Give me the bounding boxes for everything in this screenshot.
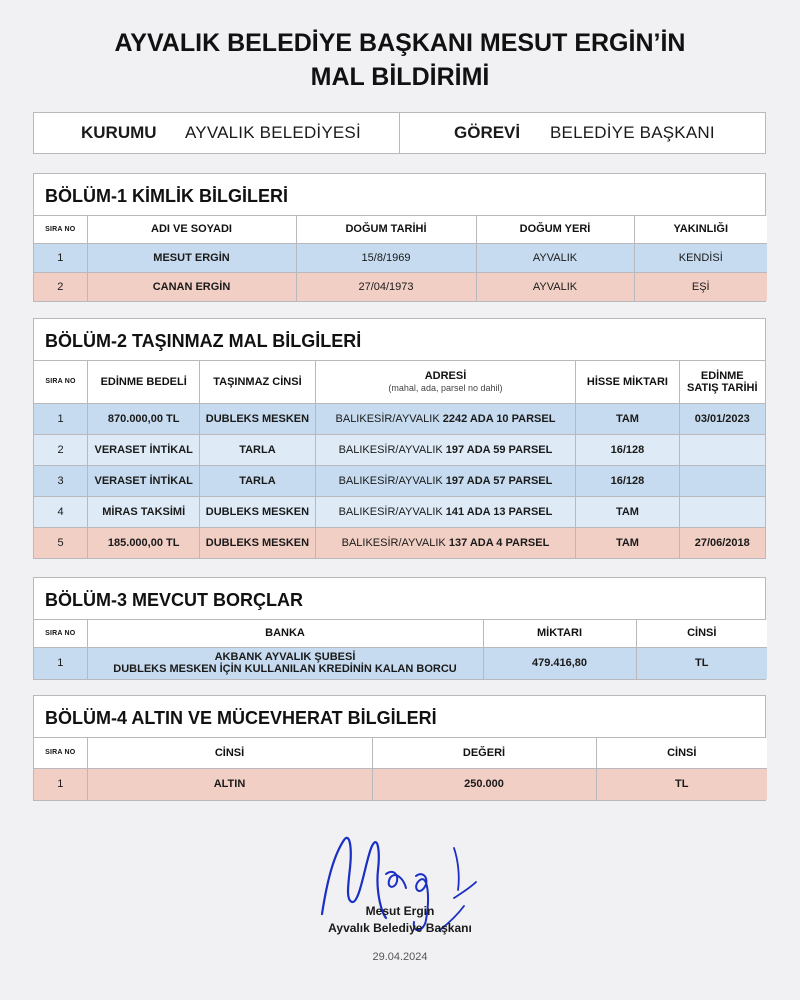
cell-adres <box>315 465 576 496</box>
section-1-title: BÖLÜM-1 KİMLİK BİLGİLERİ <box>34 174 765 216</box>
cell-tarih: 03/01/2023 <box>679 403 765 434</box>
cell-dogum-tarihi: 15/8/1969 <box>296 243 476 272</box>
signatory-name: Mesut Ergin <box>365 904 435 918</box>
banka-line-2: DUBLEKS MESKEN İÇİN KULLANILAN KREDİNİN KALAN BORCU <box>113 663 457 676</box>
cell-banka <box>87 647 483 679</box>
debts-table <box>34 620 767 679</box>
table-row <box>34 496 765 527</box>
adres-parcel: 2242 ADA 10 PARSEL <box>442 412 556 425</box>
section-4-gold-jewelry <box>33 695 766 801</box>
institution-label: KURUMU <box>81 123 157 142</box>
cell-bedel: 870.000,00 TL <box>88 403 200 434</box>
cell-cinsi: TL <box>636 647 767 679</box>
banka-line-1: AKBANK AYVALIK ŞUBESİ <box>214 651 356 664</box>
cell-bedel: VERASET İNTİKAL <box>88 434 200 465</box>
col-header-sira: SIRA NO <box>34 620 87 647</box>
cell-hisse: TAM <box>576 527 679 558</box>
cell-cins: DUBLEKS MESKEN <box>200 496 315 527</box>
adres-city: BALIKESİR/AYVALIK <box>338 474 443 487</box>
signatory-role: Ayvalık Belediye Başkanı <box>328 921 472 935</box>
tarih-header-line-1: EDİNME <box>700 369 744 382</box>
table-header-row <box>34 361 765 403</box>
cell-dogum-yeri: AYVALIK <box>476 243 634 272</box>
table-row <box>34 243 767 272</box>
col-header-dogum-yeri: DOĞUM YERİ <box>476 216 634 243</box>
section-1-identity <box>33 173 766 302</box>
cell-ad: CANAN ERGİN <box>87 272 296 301</box>
adres-parcel: 197 ADA 59 PARSEL <box>445 443 553 456</box>
col-header-cinsi: CİNSİ <box>636 620 767 647</box>
real-estate-table <box>34 361 765 558</box>
col-header-sira: SIRA NO <box>34 216 87 243</box>
tarih-header-line-2: SATIŞ TARİHİ <box>687 381 758 394</box>
cell-yakinlik: EŞİ <box>634 272 767 301</box>
institution-value: AYVALIK BELEDİYESİ <box>185 123 361 142</box>
cell-sira: 4 <box>34 496 88 527</box>
cell-sira: 2 <box>34 272 87 301</box>
page-title-line-2: MAL BİLDİRİMİ <box>310 63 490 91</box>
page-title-line-1: AYVALIK BELEDİYE BAŞKANI MESUT ERGİN’İN <box>114 29 686 57</box>
cell-adres <box>315 496 576 527</box>
page-title <box>0 26 800 94</box>
cell-cins: TARLA <box>200 434 315 465</box>
institution-info-box <box>33 112 766 154</box>
cell-tarih: 27/06/2018 <box>679 527 765 558</box>
table-header-row <box>34 216 767 243</box>
col-header-hisse: HİSSE MİKTARI <box>576 361 679 403</box>
table-row <box>34 403 765 434</box>
identity-table <box>34 216 767 301</box>
col-header-adres <box>315 361 576 403</box>
cell-cinsi-2: TL <box>596 768 767 800</box>
adres-city: BALIKESİR/AYVALIK <box>338 505 443 518</box>
signature-ink <box>300 818 520 938</box>
table-row <box>34 434 765 465</box>
signature-stroke-2 <box>386 872 406 888</box>
cell-tarih <box>679 465 765 496</box>
col-header-cinsi: CİNSİ <box>87 738 372 768</box>
col-header-cins: TAŞINMAZ CİNSİ <box>200 361 315 403</box>
adres-city: BALIKESİR/AYVALIK <box>338 443 443 456</box>
adres-parcel: 197 ADA 57 PARSEL <box>445 474 553 487</box>
table-row <box>34 647 767 679</box>
cell-sira: 1 <box>34 243 87 272</box>
cell-tarih <box>679 496 765 527</box>
cell-hisse: TAM <box>576 403 679 434</box>
adres-city: BALIKESİR/AYVALIK <box>335 412 440 425</box>
cell-sira: 2 <box>34 434 88 465</box>
cell-miktar: 479.416,80 <box>483 647 636 679</box>
col-header-degeri: DEĞERİ <box>372 738 596 768</box>
section-3-title: BÖLÜM-3 MEVCUT BORÇLAR <box>34 578 765 620</box>
cell-adres <box>315 527 576 558</box>
cell-cins: DUBLEKS MESKEN <box>200 403 315 434</box>
signature-date: 29.04.2024 <box>372 951 428 963</box>
col-header-miktar: MİKTARI <box>483 620 636 647</box>
role-field <box>399 113 765 153</box>
table-row <box>34 465 765 496</box>
cell-ad: MESUT ERGİN <box>87 243 296 272</box>
adres-header-sub: (mahal, ada, parsel no dahil) <box>388 383 503 394</box>
col-header-dogum-tarihi: DOĞUM TARİHİ <box>296 216 476 243</box>
section-3-debts <box>33 577 766 680</box>
cell-hisse: 16/128 <box>576 434 679 465</box>
col-header-tarih <box>679 361 765 403</box>
section-4-title: BÖLÜM-4 ALTIN VE MÜCEVHERAT BİLGİLERİ <box>34 696 765 738</box>
cell-adres <box>315 403 576 434</box>
table-row <box>34 527 765 558</box>
col-header-cinsi-2: CİNSİ <box>596 738 767 768</box>
cell-bedel: 185.000,00 TL <box>88 527 200 558</box>
cell-adres <box>315 434 576 465</box>
cell-bedel: VERASET İNTİKAL <box>88 465 200 496</box>
col-header-ad: ADI VE SOYADI <box>87 216 296 243</box>
signature-scribble <box>300 818 520 938</box>
cell-tarih <box>679 434 765 465</box>
adres-city: BALIKESİR/AYVALIK <box>341 536 446 549</box>
gold-table <box>34 738 767 800</box>
role-label: GÖREVİ <box>454 123 521 142</box>
col-header-sira: SIRA NO <box>34 738 87 768</box>
cell-cins: TARLA <box>200 465 315 496</box>
table-row <box>34 768 767 800</box>
cell-yakinlik: KENDİSİ <box>634 243 767 272</box>
cell-sira: 1 <box>34 647 87 679</box>
cell-sira: 3 <box>34 465 88 496</box>
cell-degeri: 250.000 <box>372 768 596 800</box>
cell-dogum-yeri: AYVALIK <box>476 272 634 301</box>
role-value: BELEDİYE BAŞKANI <box>550 123 715 142</box>
section-2-real-estate <box>33 318 766 559</box>
cell-cins: DUBLEKS MESKEN <box>200 527 315 558</box>
cell-bedel: MİRAS TAKSİMİ <box>88 496 200 527</box>
col-header-sira: SIRA NO <box>34 361 88 403</box>
adres-parcel: 137 ADA 4 PARSEL <box>448 536 550 549</box>
col-header-banka: BANKA <box>87 620 483 647</box>
table-header-row <box>34 620 767 647</box>
table-header-row <box>34 738 767 768</box>
col-header-yakinlik: YAKINLIĞI <box>634 216 767 243</box>
col-header-bedel: EDİNME BEDELİ <box>88 361 200 403</box>
cell-cinsi: ALTIN <box>87 768 372 800</box>
adres-header-label: ADRESİ <box>424 370 467 383</box>
table-row <box>34 272 767 301</box>
cell-sira: 5 <box>34 527 88 558</box>
cell-dogum-tarihi: 27/04/1973 <box>296 272 476 301</box>
cell-hisse: 16/128 <box>576 465 679 496</box>
institution-field <box>34 113 399 153</box>
cell-sira: 1 <box>34 768 87 800</box>
cell-sira: 1 <box>34 403 88 434</box>
cell-hisse: TAM <box>576 496 679 527</box>
section-2-title: BÖLÜM-2 TAŞINMAZ MAL BİLGİLERİ <box>34 319 765 361</box>
adres-parcel: 141 ADA 13 PARSEL <box>445 505 553 518</box>
